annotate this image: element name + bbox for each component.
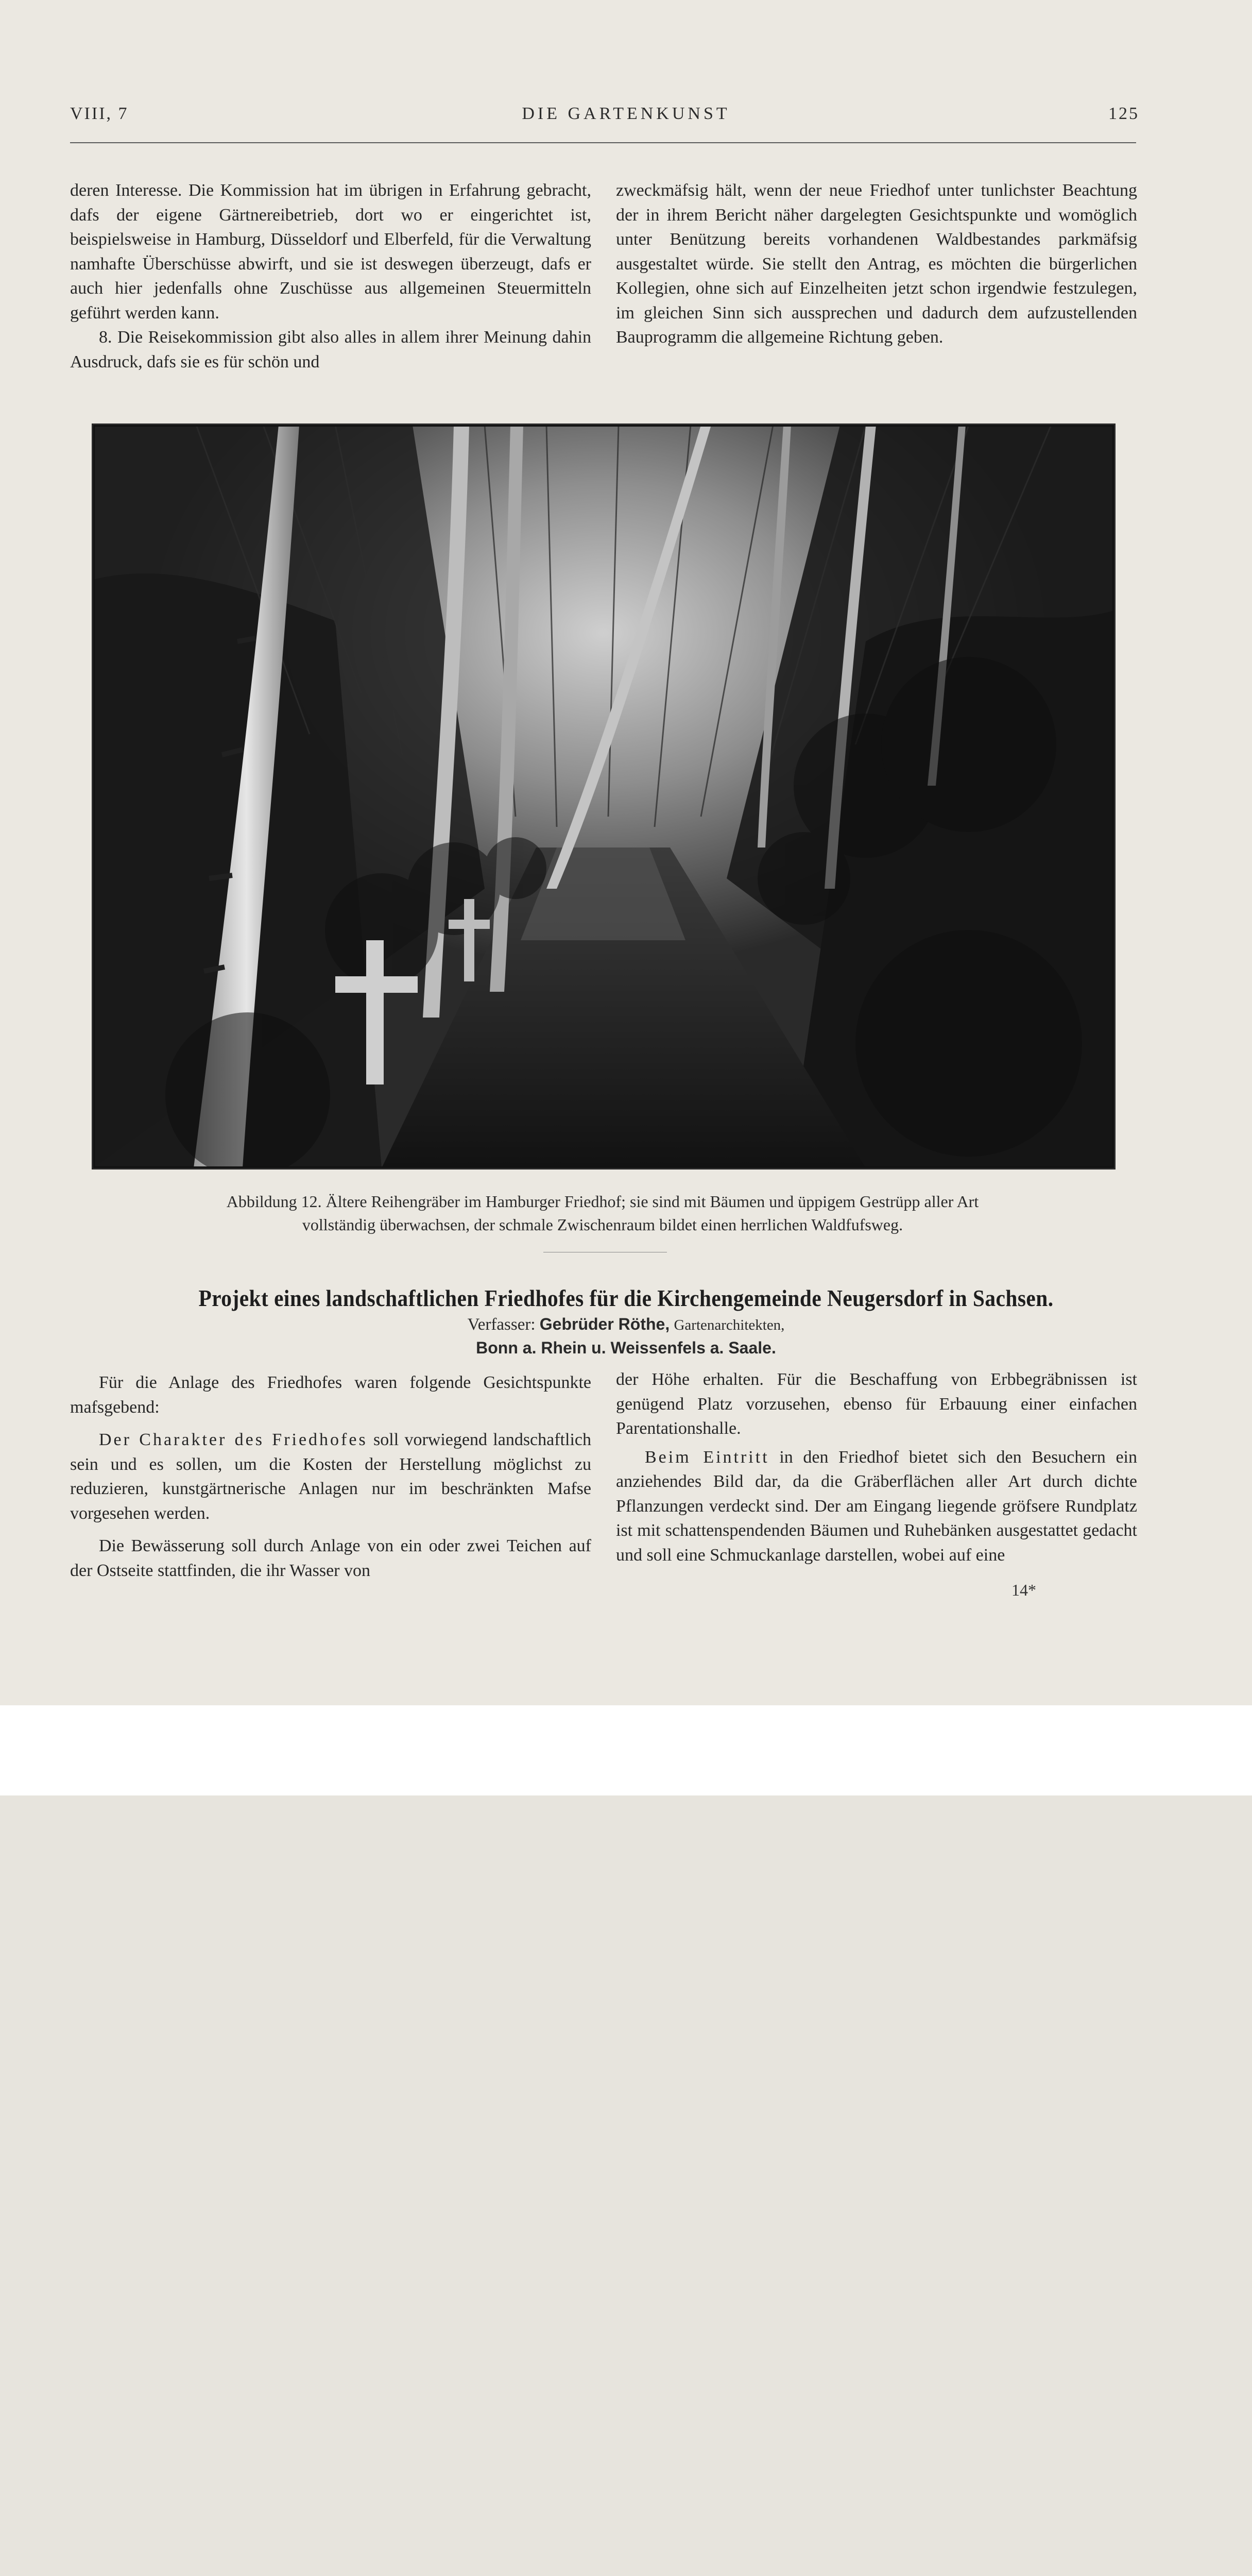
author-line: Verfasser: Gebrüder Röthe, Gartenarchitekten, [467,1315,785,1334]
library-footer [0,1705,1252,1795]
paragraph: zweckmäfsig hält, wenn der neue Friedhof unter tunlichster Beachtung der in ihrem Bericht näher dargelegten Gesichtspunkte und womöglich unter Benützung bereits vorhandenen Waldbestandes parkmäfsig ausgestaltet würde. Sie stellt den Antrag, es möchten die bürgerlichen Kollegien, ohne sich auf Einzelheiten jetzt schon irgendwie festzulegen, im gleichen Sinn sich aussprechen und dadurch dem aufzustellenden Bauprogramm die allgemeine Richtung geben. [616,181,1137,347]
figure-caption: Abbildung 12. Ältere Reihengräber im Hamburger Friedhof; sie sind mit Bäumen und üppigem Gestrüpp aller Art vollständig überwachsen, der schmale Zwischenraum bildet einen herrlichen Waldfufsweg. [226,1192,979,1234]
paragraph: Die Bewässerung soll durch Anlage von ein oder zwei Teichen auf der Ostseite stattfinden, die ihr Wasser von [70,1536,591,1580]
paragraph: deren Interesse. Die Kommission hat im übrigen in Erfahrung gebracht, dafs der eigene Gärtnereibetrieb, dort wo er eingerichtet ist, beispielsweise in Hamburg, Düsseldorf und Elberfeld, für die Verwaltung namhafte Überschüsse abwirft, und sie ist deswegen überzeugt, dafs er auch hier jedenfalls ohne Zuschüsse aus allgemeinen Steuermitteln geführt werden kann. [70,181,591,323]
paragraph: Beim Eintritt in den Friedhof bietet sich den Besuchern ein anziehendes Bild dar, da die Gräberflächen aller Art durch dichte Pflanzungen verdeckt sind. Der am Eingang liegende gröfsere Rundplatz ist mit schattenspendenden Bäumen und Ruhebänken ausgestattet gedacht und soll eine Schmuckanlage darstellen, wobei auf eine [616,1447,1137,1565]
paragraph: Der Charakter des Friedhofes soll vorwiegend landschaftlich sein und es sollen, um die Kosten der Herstellung möglichst zu reduzieren, kunstgärtnerische Anlagen nur im beschränkten Mafse vorgesehen werden. [70,1430,591,1523]
author-location: Bonn a. Rhein u. Weissenfels a. Saale. [476,1338,776,1357]
bottom-left-column [70,1370,591,1583]
bottom-right-column [616,1367,1137,1567]
article-title: Projekt eines landschaftlichen Friedhofes für die Kirchengemeinde Neugersdorf in Sachsen. [198,1285,1054,1311]
paragraph: 8. Die Reisekommission gibt also alles in allem ihrer Meinung dahin Ausdruck, dafs sie es für schön und [70,328,591,371]
running-head-title: DIE GARTENKUNST [522,104,730,123]
paragraph: der Höhe erhalten. Für die Beschaffung von Erbbegräbnissen ist genügend Platz vorzusehen, ebenso für Erbauung einer einfachen Parentationshalle. [616,1370,1137,1438]
header-rule [70,142,1136,143]
cemetery-path-photo [93,425,1114,1168]
top-left-column [70,178,591,374]
paragraph: Für die Anlage des Friedhofes waren folgende Gesichtspunkte mafsgebend: [70,1373,591,1417]
top-right-column [616,178,1137,350]
running-head-volume: VIII, 7 [70,104,129,123]
page-number: 125 [1108,104,1139,123]
signature-mark: 14* [1011,1581,1036,1599]
figure-photograph [92,423,1116,1170]
